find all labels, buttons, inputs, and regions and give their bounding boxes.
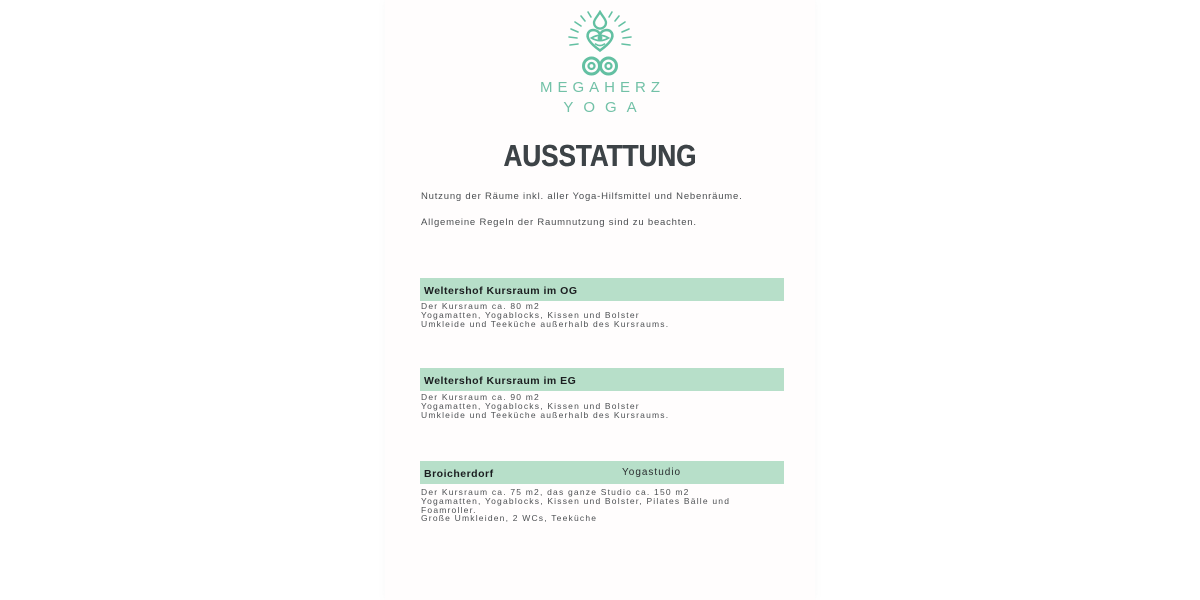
room-detail-line: Yogamatten, Yogablocks, Kissen und Bolster, Pilates Bälle und xyxy=(421,495,731,506)
lotus-heart-eye-icon xyxy=(564,10,636,76)
logo-droplet xyxy=(594,12,606,29)
section-title: Broicherdorf xyxy=(424,468,494,480)
section-header-weltershof-eg xyxy=(420,368,784,391)
intro-line: Allgemeine Regeln der Raumnutzung sind zu beachten. xyxy=(421,217,697,228)
room-detail-line: Der Kursraum ca. 75 m2, das ganze Studio ca. 150 m2 xyxy=(421,487,690,497)
section-header-broicherdorf xyxy=(420,461,784,484)
logo-eye-pupil xyxy=(598,36,603,41)
room-detail-line: Große Umkleiden, 2 WCs, Teeküche xyxy=(421,513,598,524)
room-detail-line: Der Kursraum ca. 80 m2 xyxy=(421,301,540,311)
section-body-weltershof-eg xyxy=(421,393,791,419)
section-subtitle: Yogastudio xyxy=(622,467,682,478)
room-detail-line: Yogamatten, Yogablocks, Kissen und Bolster xyxy=(421,400,640,411)
section-body-broicherdorf xyxy=(421,488,791,523)
brand-name-line2: YOGA xyxy=(563,99,647,116)
room-detail-line: Der Kursraum ca. 90 m2 xyxy=(421,392,540,402)
section-header-weltershof-og xyxy=(420,278,784,301)
section-body-weltershof-og xyxy=(421,302,791,328)
section-title: Weltershof Kursraum im OG xyxy=(424,285,578,297)
room-detail-line: Yogamatten, Yogablocks, Kissen und Bolster xyxy=(421,309,640,320)
intro-line: Nutzung der Räume inkl. aller Yoga-Hilfsmittel und Nebenräume. xyxy=(421,191,743,202)
room-detail-line: Foamroller. xyxy=(421,504,477,515)
section-title: Weltershof Kursraum im EG xyxy=(424,375,577,387)
page-title-text: AUSSTATTUNG xyxy=(503,138,697,173)
room-detail-line: Umkleide und Teeküche außerhalb des Kursraums. xyxy=(421,318,670,329)
logo-smile xyxy=(596,44,605,46)
room-detail-line: Umkleide und Teeküche außerhalb des Kursraums. xyxy=(421,409,670,420)
intro-paragraph xyxy=(421,189,791,241)
brand-name-line1: MEGAHERZ xyxy=(539,79,665,96)
page-title xyxy=(385,138,815,174)
flyer-page xyxy=(385,0,815,600)
brand-header xyxy=(385,0,815,116)
